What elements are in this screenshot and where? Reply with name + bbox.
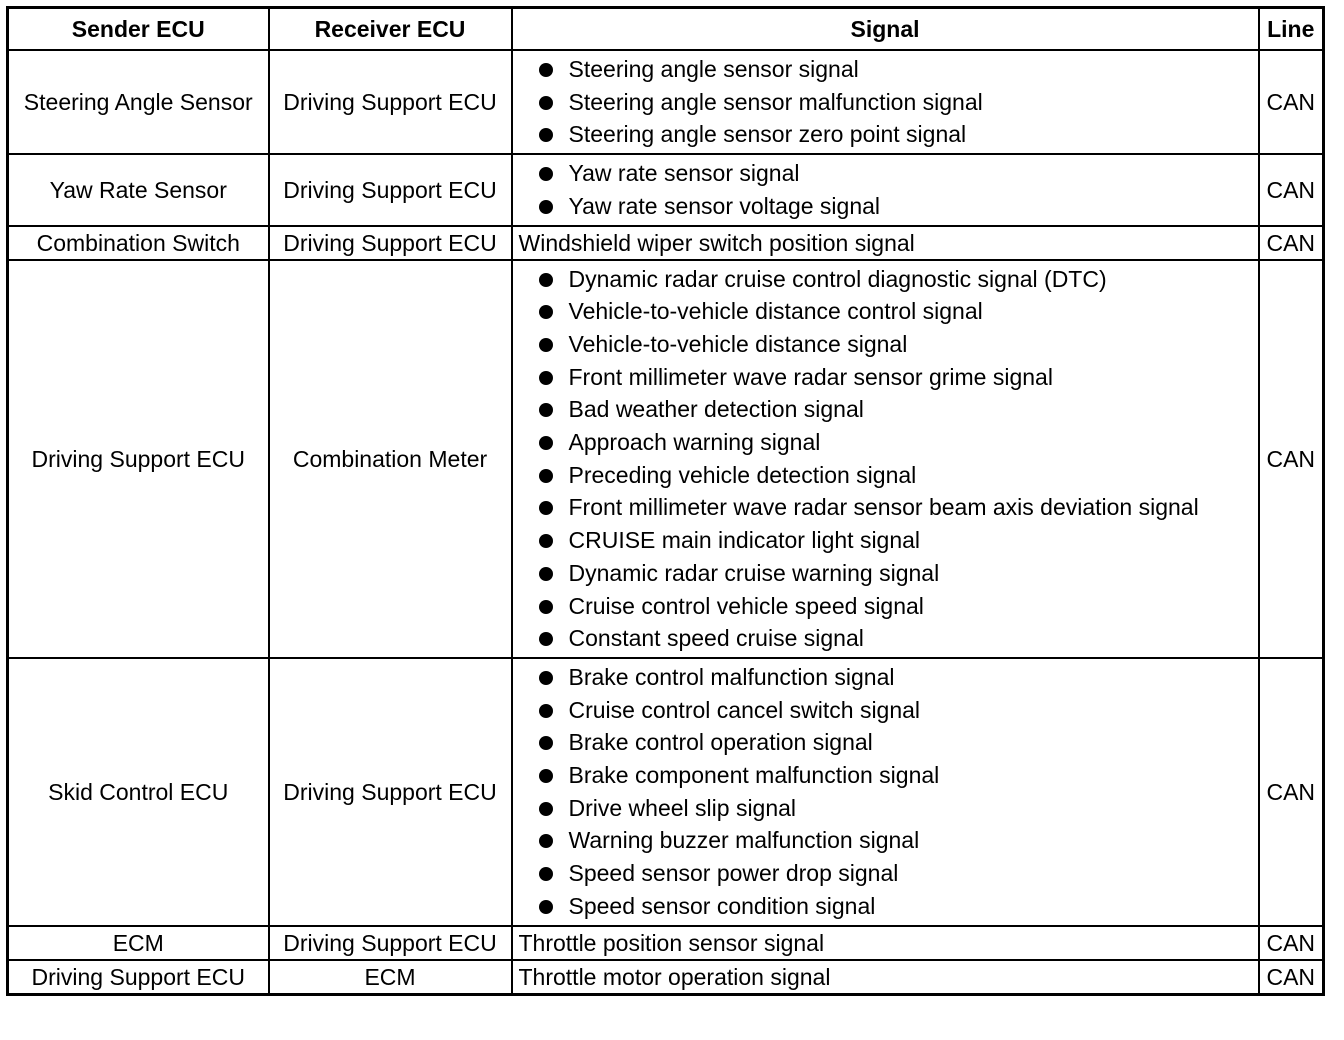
table-row (8, 960, 1324, 995)
signal-list-item: Warning buzzer malfunction signal (535, 824, 1258, 857)
header-receiver: Receiver ECU (269, 8, 512, 51)
sender-cell: Yaw Rate Sensor (8, 154, 269, 225)
signal-cell (512, 260, 1259, 658)
signal-list-item: CRUISE main indicator light signal (535, 524, 1258, 557)
signal-list-item: Vehicle-to-vehicle distance control signal (535, 295, 1258, 328)
line-cell: CAN (1259, 260, 1324, 658)
table-body (8, 50, 1324, 994)
table-row (8, 154, 1324, 225)
line-cell: CAN (1259, 926, 1324, 960)
header-row (8, 8, 1324, 51)
signal-list-item: Yaw rate sensor voltage signal (535, 190, 1258, 223)
signal-list-item: Front millimeter wave radar sensor beam axis deviation signal (535, 491, 1258, 524)
signal-list-item: Steering angle sensor zero point signal (535, 118, 1258, 151)
signal-list-item: Speed sensor condition signal (535, 890, 1258, 923)
signal-cell (512, 658, 1259, 926)
signal-list (513, 51, 1258, 153)
table-row (8, 658, 1324, 926)
header-sender: Sender ECU (8, 8, 269, 51)
signal-list-item: Steering angle sensor malfunction signal (535, 86, 1258, 119)
signal-list (513, 659, 1258, 925)
signal-list-item: Brake control operation signal (535, 726, 1258, 759)
signal-list-item: Constant speed cruise signal (535, 622, 1258, 655)
signal-cell (512, 50, 1259, 154)
signal-list-item: Front millimeter wave radar sensor grime signal (535, 361, 1258, 394)
receiver-cell: Driving Support ECU (269, 926, 512, 960)
receiver-cell: ECM (269, 960, 512, 995)
signal-list-item: Steering angle sensor signal (535, 53, 1258, 86)
line-cell: CAN (1259, 154, 1324, 225)
signal-list-item: Drive wheel slip signal (535, 792, 1258, 825)
header-signal: Signal (512, 8, 1259, 51)
sender-cell: Driving Support ECU (8, 260, 269, 658)
receiver-cell: Combination Meter (269, 260, 512, 658)
sender-cell: Steering Angle Sensor (8, 50, 269, 154)
line-cell: CAN (1259, 50, 1324, 154)
signal-cell: Throttle position sensor signal (512, 926, 1259, 960)
sender-cell: Skid Control ECU (8, 658, 269, 926)
table-row (8, 260, 1324, 658)
line-cell: CAN (1259, 658, 1324, 926)
signal-list-item: Brake component malfunction signal (535, 759, 1258, 792)
receiver-cell: Driving Support ECU (269, 226, 512, 260)
signal-list-item: Approach warning signal (535, 426, 1258, 459)
line-cell: CAN (1259, 960, 1324, 995)
table-row (8, 226, 1324, 260)
signal-list (513, 261, 1258, 657)
signal-list-item: Bad weather detection signal (535, 393, 1258, 426)
signal-list-item: Brake control malfunction signal (535, 661, 1258, 694)
signal-cell: Throttle motor operation signal (512, 960, 1259, 995)
signal-list-item: Speed sensor power drop signal (535, 857, 1258, 890)
receiver-cell: Driving Support ECU (269, 658, 512, 926)
receiver-cell: Driving Support ECU (269, 50, 512, 154)
table-row (8, 926, 1324, 960)
signal-list-item: Cruise control cancel switch signal (535, 694, 1258, 727)
sender-cell: Combination Switch (8, 226, 269, 260)
signal-cell (512, 154, 1259, 225)
signal-list-item: Yaw rate sensor signal (535, 157, 1258, 190)
signal-table (6, 6, 1325, 996)
signal-list-item: Preceding vehicle detection signal (535, 459, 1258, 492)
signal-list-item: Cruise control vehicle speed signal (535, 590, 1258, 623)
signal-list (513, 155, 1258, 224)
line-cell: CAN (1259, 226, 1324, 260)
sender-cell: Driving Support ECU (8, 960, 269, 995)
signal-list-item: Dynamic radar cruise control diagnostic signal (DTC) (535, 263, 1258, 296)
signal-list-item: Dynamic radar cruise warning signal (535, 557, 1258, 590)
receiver-cell: Driving Support ECU (269, 154, 512, 225)
signal-cell: Windshield wiper switch position signal (512, 226, 1259, 260)
sender-cell: ECM (8, 926, 269, 960)
header-line: Line (1259, 8, 1324, 51)
signal-list-item: Vehicle-to-vehicle distance signal (535, 328, 1258, 361)
table-row (8, 50, 1324, 154)
